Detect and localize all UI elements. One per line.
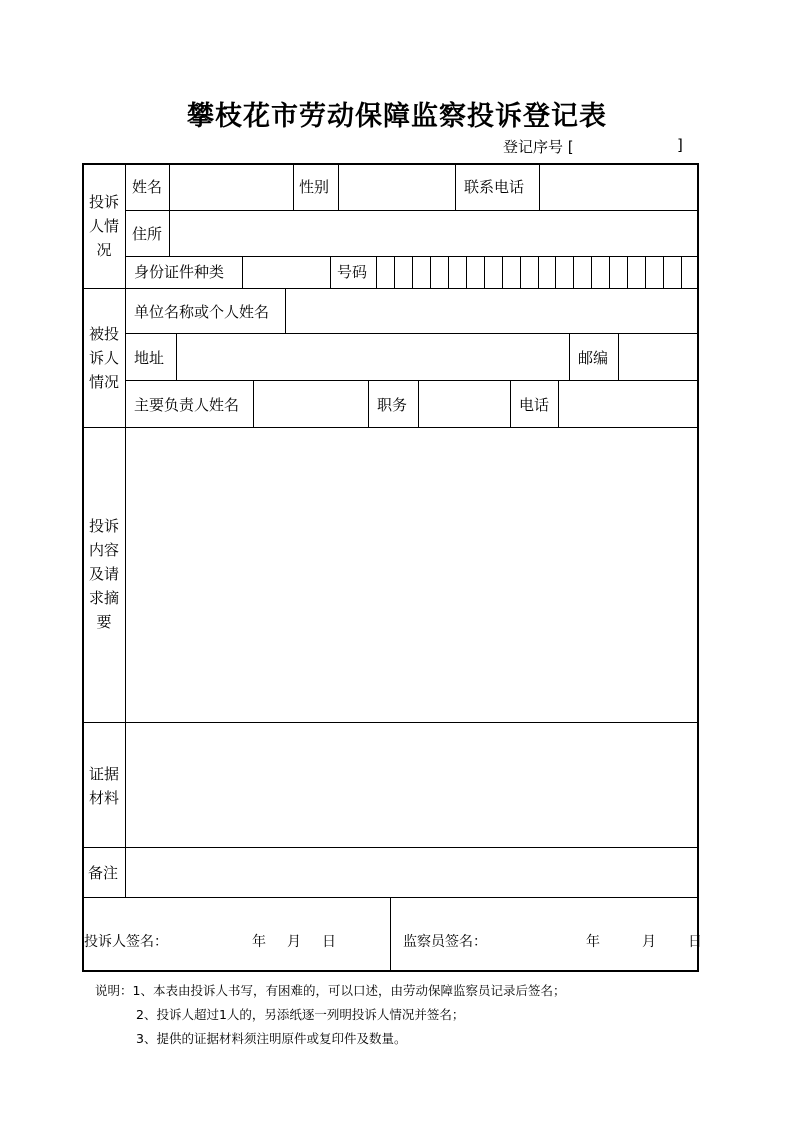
cell-divider: [376, 256, 377, 288]
complainant-name-label: 姓名: [132, 178, 163, 196]
label-line: 况: [96, 241, 112, 259]
inspector-signature-month: 月: [642, 934, 656, 950]
cell-divider: [618, 333, 619, 380]
note-3: 3、提供的证据材料须注明原件或复印件及数量。: [136, 1031, 407, 1046]
id-digit-box-divider: [448, 256, 449, 288]
cell-divider: [285, 288, 286, 333]
cell-divider: [368, 380, 369, 427]
complainant-gender-label: 性别: [299, 178, 330, 196]
row-divider: [125, 380, 699, 381]
inspector-signature-label: 监察员签名：: [403, 934, 487, 950]
label-line: 投诉: [88, 517, 119, 535]
row-divider: [125, 210, 699, 211]
id-type-label: 身份证件种类: [134, 263, 225, 281]
id-digit-box-divider: [430, 256, 431, 288]
complainant-address-label: 住所: [132, 225, 163, 243]
cell-divider: [176, 333, 177, 380]
cell-divider: [558, 380, 559, 427]
registration-number-label: 登记序号 [: [503, 138, 574, 156]
id-number-label: 号码: [337, 263, 368, 281]
id-digit-box-divider: [645, 256, 646, 288]
form-table: [82, 163, 702, 972]
remarks-label: 备注: [88, 864, 119, 882]
complainant-signature-label: 投诉人签名：: [84, 934, 168, 950]
label-line: 要: [96, 613, 112, 631]
id-digit-box-divider: [663, 256, 664, 288]
note-1: 说明：1、本表由投诉人书写，有困难的，可以口述，由劳动保障监察员记录后签名；: [95, 983, 566, 998]
registration-number: [503, 136, 683, 157]
id-digit-box-divider: [609, 256, 610, 288]
cell-divider: [338, 163, 339, 210]
id-digit-box-divider: [627, 256, 628, 288]
cell-divider: [455, 163, 456, 210]
id-digit-box-divider: [573, 256, 574, 288]
label-line: 诉人: [88, 349, 119, 367]
complainant-phone-label: 联系电话: [464, 178, 525, 196]
respondent-manager-label: 主要负责人姓名: [134, 396, 240, 414]
row-divider: [125, 333, 699, 334]
cell-divider: [418, 380, 419, 427]
id-digit-box-divider: [394, 256, 395, 288]
cell-divider: [169, 210, 170, 256]
cell-divider: [510, 380, 511, 427]
cell-divider: [242, 256, 243, 288]
respondent-position-label: 职务: [377, 396, 408, 414]
cell-divider: [539, 163, 540, 210]
label-line: 求摘: [88, 589, 119, 607]
section-divider: [82, 427, 699, 428]
section-divider: [82, 847, 699, 848]
cell-divider: [253, 380, 254, 427]
label-line: 及请: [88, 565, 119, 583]
cell-divider: [169, 163, 170, 210]
signature-divider: [390, 897, 391, 972]
complainant-signature-year: 年: [252, 934, 266, 950]
evidence-section-label: [82, 762, 126, 810]
cell-divider: [330, 256, 331, 288]
respondent-section-label: [82, 322, 126, 394]
inspector-signature-year: 年: [586, 934, 600, 950]
form-title: 攀枝花市劳动保障监察投诉登记表: [187, 101, 607, 132]
id-digit-box-divider: [591, 256, 592, 288]
note-2: 2、投诉人超过1人的，另添纸逐一列明投诉人情况并签名；: [136, 1007, 465, 1022]
respondent-postcode-label: 邮编: [578, 349, 609, 367]
respondent-phone-label: 电话: [519, 396, 550, 414]
id-digit-box-divider: [681, 256, 682, 288]
label-line: 人情: [88, 217, 119, 235]
label-line: 投诉: [88, 193, 119, 211]
id-digit-box-divider: [484, 256, 485, 288]
id-digit-box-divider: [412, 256, 413, 288]
complainant-section-label: [82, 190, 126, 262]
id-digit-box-divider: [466, 256, 467, 288]
respondent-address-label: 地址: [134, 349, 165, 367]
label-line: 被投: [88, 325, 119, 343]
complainant-signature-day: 日: [322, 934, 336, 950]
id-digit-box-divider: [555, 256, 556, 288]
id-digit-box-divider: [520, 256, 521, 288]
section-divider: [82, 288, 699, 289]
id-digit-box-divider: [538, 256, 539, 288]
label-line: 材料: [88, 789, 119, 807]
cell-divider: [569, 333, 570, 380]
complainant-signature-month: 月: [287, 934, 301, 950]
label-line: 内容: [88, 541, 119, 559]
label-line: 情况: [88, 373, 119, 391]
registration-number-close: ]: [677, 136, 683, 154]
respondent-org-name-label: 单位名称或个人姓名: [134, 303, 270, 321]
label-line: 证据: [88, 765, 119, 783]
complaint-content-section-label: [82, 514, 126, 634]
inspector-signature-day: 日: [688, 934, 702, 950]
id-digit-box-divider: [502, 256, 503, 288]
cell-divider: [293, 163, 294, 210]
section-divider: [82, 722, 699, 723]
